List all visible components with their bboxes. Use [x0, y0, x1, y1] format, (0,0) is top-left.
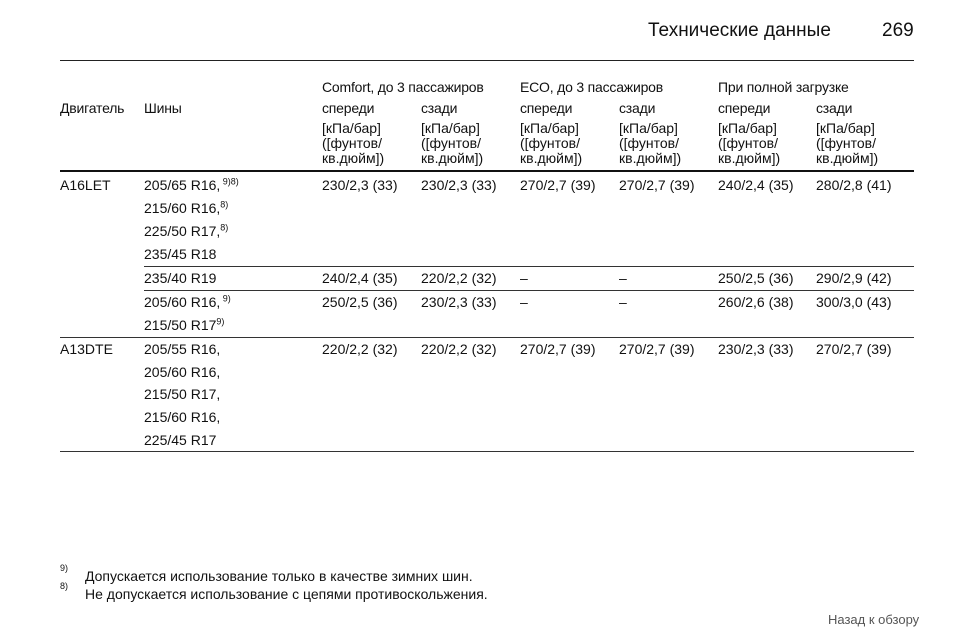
pressure-value: 240/2,4 (35) [718, 177, 794, 193]
unit-header: [кПа/бар] ([фунтов/ кв.дюйм]) [619, 120, 682, 166]
pressure-value: 290/2,9 (42) [816, 270, 892, 286]
subheader-rear: сзади [816, 100, 853, 116]
unit-header: [кПа/бар] ([фунтов/ кв.дюйм]) [421, 120, 484, 166]
tire-size: 215/50 R17$^{9)}$ [144, 316, 225, 333]
tire-size: 235/45 R18 [144, 246, 217, 262]
pressure-value: 230/2,3 (33) [421, 294, 497, 310]
group-header-comfort: Comfort, до 3 пассажиров [322, 79, 484, 95]
tire-size: 205/60 R16, [144, 364, 221, 380]
pressure-value: – [619, 270, 627, 286]
pressure-value: 220/2,2 (32) [322, 341, 398, 357]
pressure-value: 270/2,7 (39) [520, 177, 596, 193]
group-header-full-load: При полной загрузке [718, 79, 849, 95]
pressure-value: 280/2,8 (41) [816, 177, 892, 193]
tire-size: 215/60 R16, [144, 409, 221, 425]
tire-size: 215/60 R16,$^{8)}$ [144, 199, 229, 216]
header-rule [60, 60, 914, 61]
table-bottom-rule [60, 451, 914, 452]
pressure-value: 260/2,6 (38) [718, 294, 794, 310]
engine-cell: A16LET [60, 177, 111, 193]
tire-size: 235/40 R19 [144, 270, 217, 286]
tire-size: 205/60 R16, $^{9)}$ [144, 293, 231, 310]
tire-size: 215/50 R17, [144, 386, 221, 402]
pressure-value: – [520, 294, 528, 310]
unit-header: [кПа/бар] ([фунтов/ кв.дюйм]) [322, 120, 385, 166]
pressure-value: 220/2,2 (32) [421, 341, 497, 357]
pressure-value: 240/2,4 (35) [322, 270, 398, 286]
pressure-value: 230/2,3 (33) [322, 177, 398, 193]
pressure-value: 300/3,0 (43) [816, 294, 892, 310]
pressure-value: – [619, 294, 627, 310]
tire-size: 225/50 R17,$^{8)}$ [144, 222, 229, 239]
back-to-overview-link[interactable]: Назад к обзору [828, 612, 920, 627]
footnote: $^{8)}$ Не допускается использование с цепями противоскольжения. [60, 581, 488, 602]
pressure-value: 220/2,2 (32) [421, 270, 497, 286]
pressure-value: 230/2,3 (33) [718, 341, 794, 357]
subheader-front: спереди [322, 100, 375, 116]
tire-size: 225/45 R17 [144, 432, 217, 448]
unit-header: [кПа/бар] ([фунтов/ кв.дюйм]) [520, 120, 583, 166]
unit-header: [кПа/бар] ([фунтов/ кв.дюйм]) [816, 120, 879, 166]
tire-size: 205/65 R16, $^{9)8)}$ [144, 176, 239, 193]
subheader-rear: сзади [619, 100, 656, 116]
pressure-value: 230/2,3 (33) [421, 177, 497, 193]
row-divider [144, 290, 914, 291]
footnote: $^{9)}$ Допускается использование только в качестве зимних шин. [60, 563, 473, 584]
pressure-value: 270/2,7 (39) [619, 177, 695, 193]
subheader-rear: сзади [421, 100, 458, 116]
page-title: Технические данные [648, 20, 831, 41]
subheader-front: спереди [520, 100, 573, 116]
pressure-value: 270/2,7 (39) [619, 341, 695, 357]
subheader-front: спереди [718, 100, 771, 116]
row-divider [144, 266, 914, 267]
pressure-value: – [520, 270, 528, 286]
row-divider [60, 337, 914, 338]
column-header-tires: Шины [144, 100, 182, 116]
pressure-value: 270/2,7 (39) [816, 341, 892, 357]
group-header-eco: ECO, до 3 пассажиров [520, 79, 663, 95]
pressure-value: 250/2,5 (36) [718, 270, 794, 286]
tire-size: 205/55 R16, [144, 341, 221, 357]
page-number: 269 [882, 20, 914, 41]
pressure-value: 270/2,7 (39) [520, 341, 596, 357]
column-header-engine: Двигатель [60, 100, 125, 116]
header-divider [60, 170, 914, 172]
unit-header: [кПа/бар] ([фунтов/ кв.дюйм]) [718, 120, 781, 166]
pressure-value: 250/2,5 (36) [322, 294, 398, 310]
engine-cell: A13DTE [60, 341, 113, 357]
